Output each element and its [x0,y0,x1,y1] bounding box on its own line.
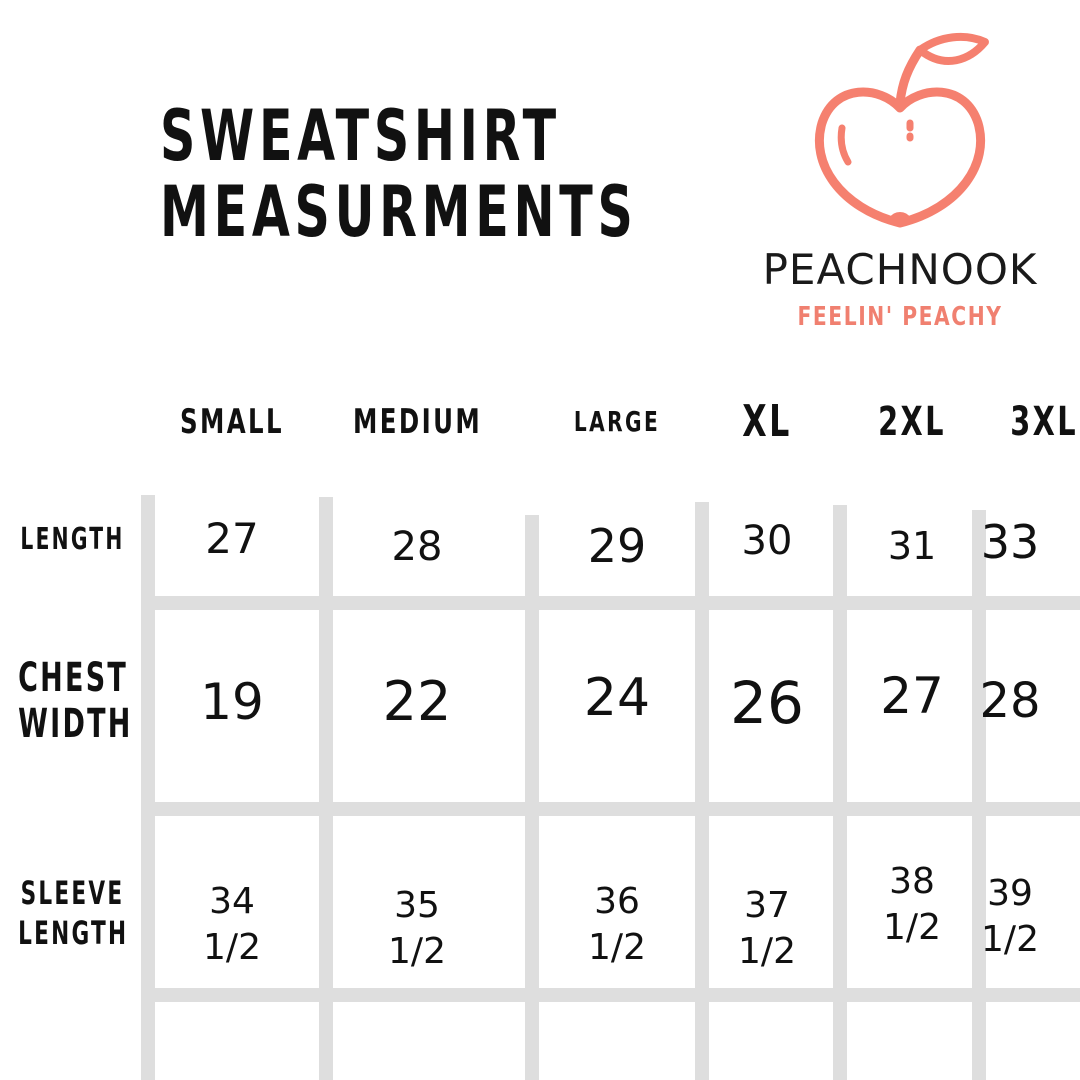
size-header-xl: XL [742,396,792,447]
cell-value: 28 [391,524,443,570]
cell-value: 35 [394,885,440,926]
size-header-medium: MEDIUM [353,402,483,442]
page-title [160,95,638,253]
cell-large-row-2 [547,879,687,971]
brand-tagline: FEELIN' PEACHY [797,302,1003,332]
cell-value: 27 [205,513,259,563]
size-header-3xl: 3XL [1010,399,1078,445]
grid-row-line [141,596,1080,610]
row-label-chest-width [18,655,133,747]
cell-3xl-row-0 [940,515,1080,570]
cell-value: 24 [583,667,651,728]
cell-value: 29 [587,519,647,574]
cell-xl-row-1 [697,669,837,739]
cell-value: 30 [741,518,793,564]
cell-medium-row-0 [347,523,487,571]
cell-value: 38 [889,861,935,902]
cell-value: 26 [730,669,804,738]
cell-small-row-0 [162,514,302,564]
row-label-length [18,520,127,560]
size-header-2xl: 2XL [878,399,946,445]
cell-value: 31 [887,524,937,569]
cell-small-row-1 [162,672,302,732]
brand-name: PEACHNOOK [762,245,1038,294]
cell-value: 28 [979,673,1041,730]
row-label-line: CHEST [18,655,129,701]
cell-medium-row-1 [347,670,487,735]
title-line-1: SWEATSHIRT [160,95,561,177]
row-label-line: LENGTH [18,914,129,952]
row-label-sleeve-length [18,873,127,953]
cell-3xl-row-1 [940,673,1080,731]
cell-value: 34 [209,881,255,922]
cell-value: 22 [382,669,452,733]
cell-value: 27 [880,667,944,725]
size-header-large: LARGE [573,405,661,438]
cell-xl-row-2 [697,883,837,975]
size-header-small: SMALL [179,402,285,442]
cell-value: 36 [594,881,640,922]
row-label-line: WIDTH [18,701,133,747]
grid-row-line [155,802,1080,816]
row-label-line: LENGTH [20,522,125,557]
cell-3xl-row-2 [940,871,1080,963]
cell-value: 19 [200,673,264,731]
cell-value: 33 [980,515,1040,570]
cell-value: 1/2 [588,927,646,968]
cell-value: 1/2 [981,919,1039,960]
cell-small-row-2 [162,879,302,971]
row-label-line: SLEEVE [20,874,125,912]
title-line-2: MEASURMENTS [160,171,638,253]
cell-value: 39 [987,873,1033,914]
cell-large-row-0 [547,519,687,574]
cell-value: 1/2 [203,927,261,968]
cell-value: 1/2 [883,907,941,948]
cell-value: 37 [744,885,790,926]
peach-icon [800,28,1000,238]
cell-xl-row-0 [697,517,837,565]
cell-value: 1/2 [738,931,796,972]
cell-value: 1/2 [388,931,446,972]
grid-row-line [143,988,1080,1002]
cell-medium-row-2 [347,883,487,975]
cell-large-row-1 [547,667,687,729]
